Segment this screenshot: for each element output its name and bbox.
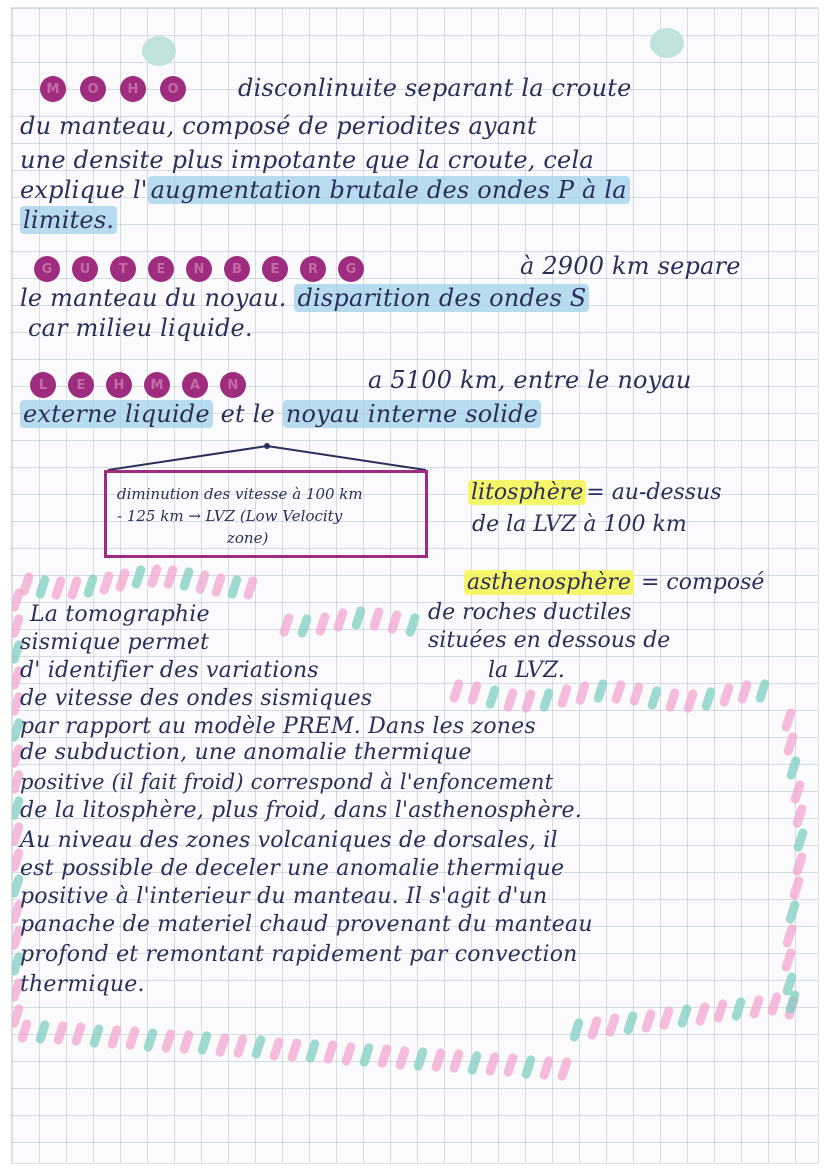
binder-hole-right: [650, 28, 684, 58]
decorative-dash: [557, 683, 573, 709]
decorative-dash: [323, 1039, 339, 1065]
decorative-dash: [503, 1052, 519, 1078]
decorative-dash: [701, 686, 717, 712]
decorative-dash: [719, 682, 735, 708]
decorative-dash: [629, 681, 645, 707]
decorative-dash: [197, 1030, 213, 1056]
letter-dot: E: [148, 256, 174, 282]
binder-hole-left: [142, 36, 176, 66]
decorative-dash: [287, 1037, 303, 1063]
lithosphere-def-line2: de la LVZ à 100 km: [472, 512, 687, 537]
tomo-l1: La tomographie: [30, 602, 210, 627]
lithosphere-term: litosphère: [468, 480, 586, 505]
letter-dot: E: [68, 372, 94, 398]
tomo-l10: est possible de deceler une anomalie thermique: [20, 856, 565, 881]
decorative-dash: [677, 1003, 693, 1029]
decorative-dash: [51, 575, 67, 601]
asthenosphere-term: asthenosphère: [464, 570, 634, 595]
notebook-page: [12, 8, 818, 1163]
decorative-dash: [449, 678, 465, 704]
p3-mid: et le: [220, 400, 275, 428]
letter-dot: O: [80, 76, 106, 102]
decorative-dash: [792, 851, 808, 877]
letter-dot: L: [30, 372, 56, 398]
decorative-dash: [359, 1042, 375, 1068]
decorative-dash: [781, 947, 797, 973]
decorative-dash: [755, 678, 771, 704]
decorative-dash: [71, 1021, 87, 1047]
decorative-dash: [767, 991, 783, 1017]
box-line3: zone): [227, 529, 269, 547]
decorative-dash: [405, 612, 421, 638]
letter-dot: E: [262, 256, 288, 282]
decorative-dash: [539, 1055, 555, 1081]
decorative-dash: [125, 1025, 141, 1051]
decorative-dash: [749, 994, 765, 1020]
decorative-dash: [387, 609, 403, 635]
decorative-dash: [467, 680, 483, 706]
decorative-dash: [333, 607, 349, 633]
decorative-dash: [179, 1029, 195, 1055]
decorative-dash: [269, 1036, 285, 1062]
tomo-l12: panache de materiel chaud provenant du manteau: [20, 912, 593, 937]
decorative-dash: [35, 574, 51, 600]
decorative-dash: [623, 1010, 639, 1036]
p1-line5: [20, 206, 117, 234]
decorative-dash: [713, 998, 729, 1024]
decorative-dash: [83, 573, 99, 599]
letter-dot: A: [182, 372, 208, 398]
decorative-dash: [647, 685, 663, 711]
decorative-dash: [790, 779, 806, 805]
decorative-dash: [377, 1043, 393, 1069]
decorative-dash: [195, 569, 211, 595]
decorative-dash: [161, 1028, 177, 1054]
p2-highlight: disparition des ondes S: [294, 284, 589, 312]
decorative-dash: [467, 1050, 483, 1076]
letter-dot: O: [160, 76, 186, 102]
decorative-dash: [395, 1045, 411, 1071]
decorative-dash: [351, 605, 367, 631]
decorative-dash: [485, 1051, 501, 1077]
decorative-dash: [781, 707, 797, 733]
lithosphere-def-line1: [468, 480, 722, 505]
dots-lehman: [30, 372, 246, 398]
decorative-dash: [341, 1041, 357, 1067]
asthenosphere-def-line4: la LVZ.: [488, 658, 565, 683]
decorative-dash: [279, 612, 295, 638]
decorative-dash: [521, 1054, 537, 1080]
p3-line1: a 5100 km, entre le noyau: [368, 366, 692, 394]
decorative-dash: [659, 1005, 675, 1031]
lvz-box: [104, 470, 428, 558]
decorative-dash: [665, 687, 681, 713]
decorative-dash: [683, 688, 699, 714]
tomo-l7: positive (il fait froid) correspond à l'enfoncement: [20, 770, 554, 794]
letter-dot: U: [72, 256, 98, 282]
decorative-dash: [115, 567, 131, 593]
decorative-dash: [593, 678, 609, 704]
tomo-l6: de subduction, une anomalie thermique: [20, 740, 472, 765]
letter-dot: G: [34, 256, 60, 282]
asthenosphere-def-line1: [464, 570, 764, 595]
decorative-dash: [67, 575, 83, 601]
decorative-dash: [89, 1023, 105, 1049]
decorative-dash: [233, 1033, 249, 1059]
decorative-dash: [605, 1012, 621, 1038]
decorative-dash: [695, 1001, 711, 1027]
decorative-dash: [251, 1034, 267, 1060]
decorative-dash: [789, 875, 805, 901]
decorative-dash: [587, 1015, 603, 1041]
asthenosphere-def-line3: situées en dessous de: [428, 628, 671, 653]
p1-line4-start: explique l': [20, 176, 148, 204]
p1-line5-highlight: limites.: [20, 206, 117, 234]
p2-line3: car milieu liquide.: [28, 314, 253, 342]
decorative-dash: [485, 684, 501, 710]
tomo-l2: sismique permet: [20, 630, 210, 655]
tomo-l9: Au niveau des zones volcaniques de dorsales, il: [20, 828, 558, 853]
decorative-dash: [449, 1048, 465, 1074]
decorative-dash: [641, 1008, 657, 1034]
dots-mohorovicic: [40, 76, 186, 102]
decorative-dash: [35, 1019, 51, 1045]
asthenosphere-def-line2: de roches ductiles: [428, 600, 632, 625]
decorative-dash: [243, 575, 259, 601]
decorative-dash: [305, 1038, 321, 1064]
lithosphere-eq: = au-dessus: [586, 480, 722, 505]
decorative-dash: [569, 1017, 585, 1043]
p1-line3: une densite plus impotante que la croute, cela: [20, 146, 594, 174]
p2-line2-start: le manteau du noyau.: [20, 284, 287, 312]
p1-line2: du manteau, composé de periodites ayant: [20, 112, 537, 140]
letter-dot: N: [220, 372, 246, 398]
p1-line1: disconlinuite separant la croute: [238, 74, 632, 102]
decorative-dash: [413, 1046, 429, 1072]
decorative-dash: [782, 923, 798, 949]
p1-line4: [20, 176, 630, 204]
letter-dot: M: [144, 372, 170, 398]
decorative-dash: [227, 574, 243, 600]
decorative-dash: [131, 564, 147, 590]
decorative-dash: [297, 613, 313, 639]
decorative-dash: [107, 1024, 123, 1050]
p2-line2: [20, 284, 589, 312]
decorative-dash: [575, 680, 591, 706]
decorative-dash: [53, 1020, 69, 1046]
hanging-string: [104, 440, 430, 474]
decorative-dash: [143, 1027, 159, 1053]
box-line1: diminution des vitesse à 100 km: [117, 485, 363, 503]
tomo-l13: profond et remontant rapidement par convection: [20, 942, 578, 967]
tomo-l3: d' identifier des variations: [20, 658, 319, 683]
decorative-dash: [215, 1032, 231, 1058]
letter-dot: B: [224, 256, 250, 282]
decorative-dash: [12, 587, 24, 613]
decorative-dash: [503, 687, 519, 713]
decorative-dash: [431, 1047, 447, 1073]
letter-dot: H: [120, 76, 146, 102]
tomo-l4: de vitesse des ondes sismiques: [20, 686, 373, 711]
dots-gutenberg: [34, 256, 364, 282]
decorative-dash: [521, 688, 537, 714]
letter-dot: T: [110, 256, 136, 282]
tomo-l5: par rapport au modèle PREM. Dans les zones: [20, 714, 536, 739]
decorative-dash: [539, 687, 555, 713]
letter-dot: G: [338, 256, 364, 282]
decorative-dash: [369, 606, 385, 632]
decorative-dash: [211, 572, 227, 598]
p3-highlight-1: externe liquide: [20, 400, 213, 428]
p1-highlight: augmentation brutale des ondes P à la: [148, 176, 630, 204]
tomo-l14: thermique.: [20, 972, 145, 997]
p3-highlight-2: noyau interne solide: [283, 400, 541, 428]
decorative-dash: [147, 563, 163, 589]
decorative-dash: [785, 899, 801, 925]
decorative-dash: [315, 611, 331, 637]
decorative-dash: [611, 679, 627, 705]
box-line2: - 125 km → LVZ (Low Velocity: [117, 507, 343, 525]
decorative-dash: [99, 570, 115, 596]
decorative-dash: [731, 996, 747, 1022]
asthenosphere-eq: = composé: [640, 570, 765, 595]
tomo-l8: de la litosphère, plus froid, dans l'asthenosphère.: [20, 798, 582, 823]
decorative-dash: [737, 679, 753, 705]
letter-dot: N: [186, 256, 212, 282]
p2-line1: à 2900 km separe: [520, 252, 741, 280]
letter-dot: R: [300, 256, 326, 282]
decorative-dash: [557, 1056, 573, 1082]
decorative-dash: [783, 731, 799, 757]
decorative-dash: [179, 566, 195, 592]
decorative-dash: [163, 564, 179, 590]
decorative-dash: [792, 803, 808, 829]
tomo-l11: positive à l'interieur du manteau. Il s'agit d'un: [20, 884, 548, 909]
letter-dot: M: [40, 76, 66, 102]
decorative-dash: [793, 827, 809, 853]
decorative-dash: [786, 755, 802, 781]
p3-line2: [20, 400, 541, 428]
letter-dot: H: [106, 372, 132, 398]
